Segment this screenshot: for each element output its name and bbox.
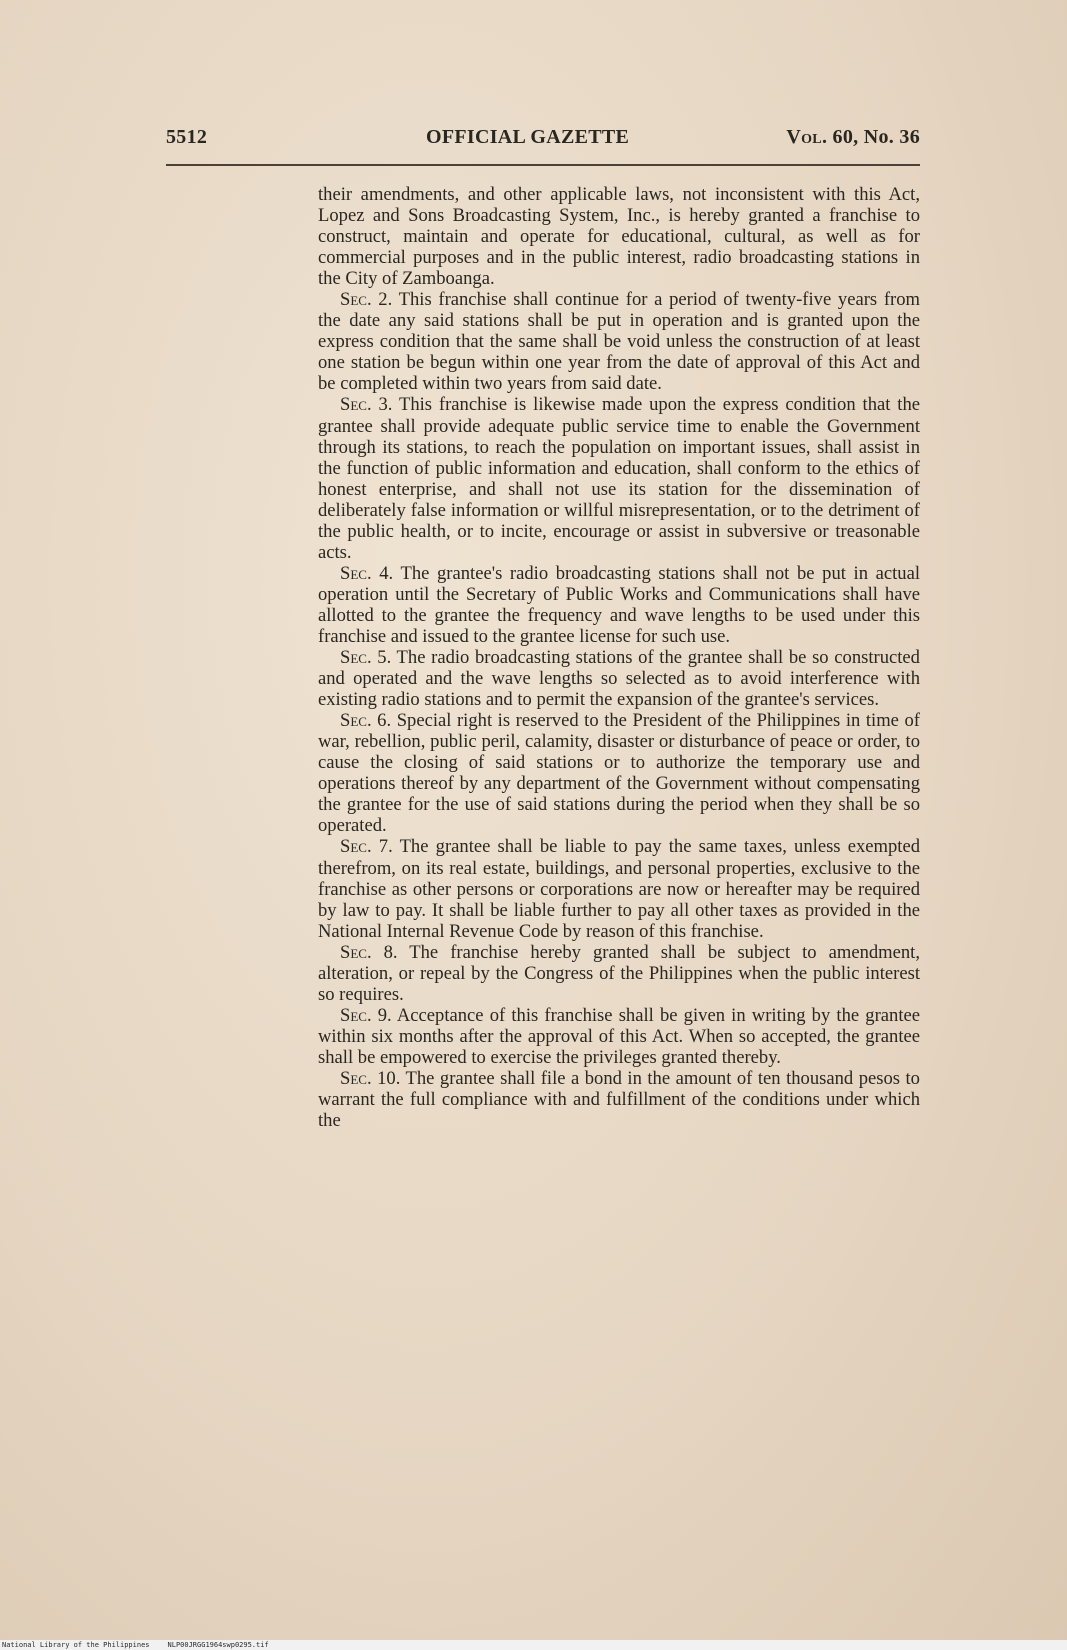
scan-footer: [0, 1640, 1067, 1650]
header-rule: [166, 164, 920, 166]
scan-filename: NLP00JRGG1964swp0295.tif: [167, 1641, 269, 1649]
publication-title: OFFICIAL GAZETTE: [426, 126, 630, 148]
library-credit: National Library of the Philippines: [2, 1641, 150, 1649]
section-text: The grantee's radio broadcasting stations shall not be put in actual operation until the Secretary of Public Works and Communications shall have allotted to the grantee the frequency and wave lengths to be used under this franchise and issued to the grantee license for such use.: [318, 562, 921, 647]
section-paragraph: [318, 1005, 920, 1068]
section-paragraph: [318, 647, 920, 710]
section-text: The radio broadcasting stations of the grantee shall be so constructed and operated and the wave lengths so selected as to avoid interference with existing radio stations and to permit the expansion of the grantee's services.: [318, 647, 920, 711]
section-paragraph: [318, 394, 920, 562]
section-paragraph: [318, 836, 920, 941]
section-paragraph: [318, 710, 920, 836]
section-text: Special right is reserved to the President of the Philippines in time of war, rebellion, public peril, calamity, disaster or disturbance of peace or order, to cause the closing of said stations or to authorize the temporary use and operations thereof by any department of the Government without compensating the grantee for the use of said stations during the period when they shall be so operated.: [318, 710, 920, 837]
statute-text: [318, 184, 920, 1131]
section-paragraph: [318, 289, 920, 394]
volume-number: 60, No. 36: [827, 126, 920, 148]
section-label: Sec. 4.: [340, 562, 394, 584]
section-label: Sec. 10.: [340, 1067, 401, 1089]
section-paragraph: [318, 563, 920, 647]
section-paragraph: [318, 942, 920, 1005]
section-label: Sec. 6.: [340, 710, 392, 732]
section-label: Sec. 9.: [340, 1004, 392, 1026]
section-text: This franchise shall continue for a period of twenty-five years from the date any said stations shall be put in operation and is granted upon the express condition that the same shall be void unless the construction of at least one station be begun within one year from the date of approval of this Act and be completed within two years from said date.: [318, 289, 920, 395]
section-paragraph: [318, 1068, 920, 1131]
page-number: 5512: [166, 126, 208, 148]
section-label: Sec. 7.: [340, 836, 393, 858]
section-text: Acceptance of this franchise shall be given in writing by the grantee within six months after the approval of this Act. When so accepted, the grantee shall be empowered to exercise the privileges granted thereby.: [318, 1004, 920, 1068]
section-text: The grantee shall file a bond in the amount of ten thousand pesos to warrant the full compliance with and fulfillment of the conditions under which the: [318, 1067, 920, 1132]
section-text: The grantee shall be liable to pay the same taxes, unless exempted therefrom, on its real estate, buildings, and personal properties, exclusive to the franchise as other persons or corporations are now or hereafter may be required by law to pay. It shall be liable further to pay all other taxes as provided in the National Internal Revenue Code by reason of this franchise.: [318, 836, 920, 942]
section-label: Sec. 5.: [340, 647, 392, 669]
section-text: This franchise is likewise made upon the express condition that the grantee shall provide adequate public service time to enable the Government through its stations, to reach the population on important issues, shall assist in the function of public information and education, shall conform to the ethics of honest enterprise, and shall not use its station for the dissemination of deliberately false information or willful misrepresentation, or to the detriment of the public health, or to incite, encourage or assist in subversive or treasonable acts.: [318, 394, 920, 563]
volume-issue: [786, 126, 920, 149]
section-label: Sec. 8.: [340, 941, 398, 963]
running-header: [166, 126, 920, 156]
opening-paragraph: their amendments, and other applicable laws, not inconsistent with this Act, Lopez and Sons Broadcasting System, Inc., is hereby granted a franchise to construct, maintain and operate for educational, cultural, as well as for commercial purposes and in the public interest, radio broadcasting stations in the City of Zamboanga.: [318, 184, 920, 290]
section-label: Sec. 2.: [340, 289, 393, 311]
section-label: Sec. 3.: [340, 394, 393, 416]
volume-prefix: Vol.: [786, 126, 828, 148]
section-text: The franchise hereby granted shall be subject to amendment, alteration, or repeal by the Congress of the Philippines when the public interest so requires.: [318, 941, 920, 1005]
